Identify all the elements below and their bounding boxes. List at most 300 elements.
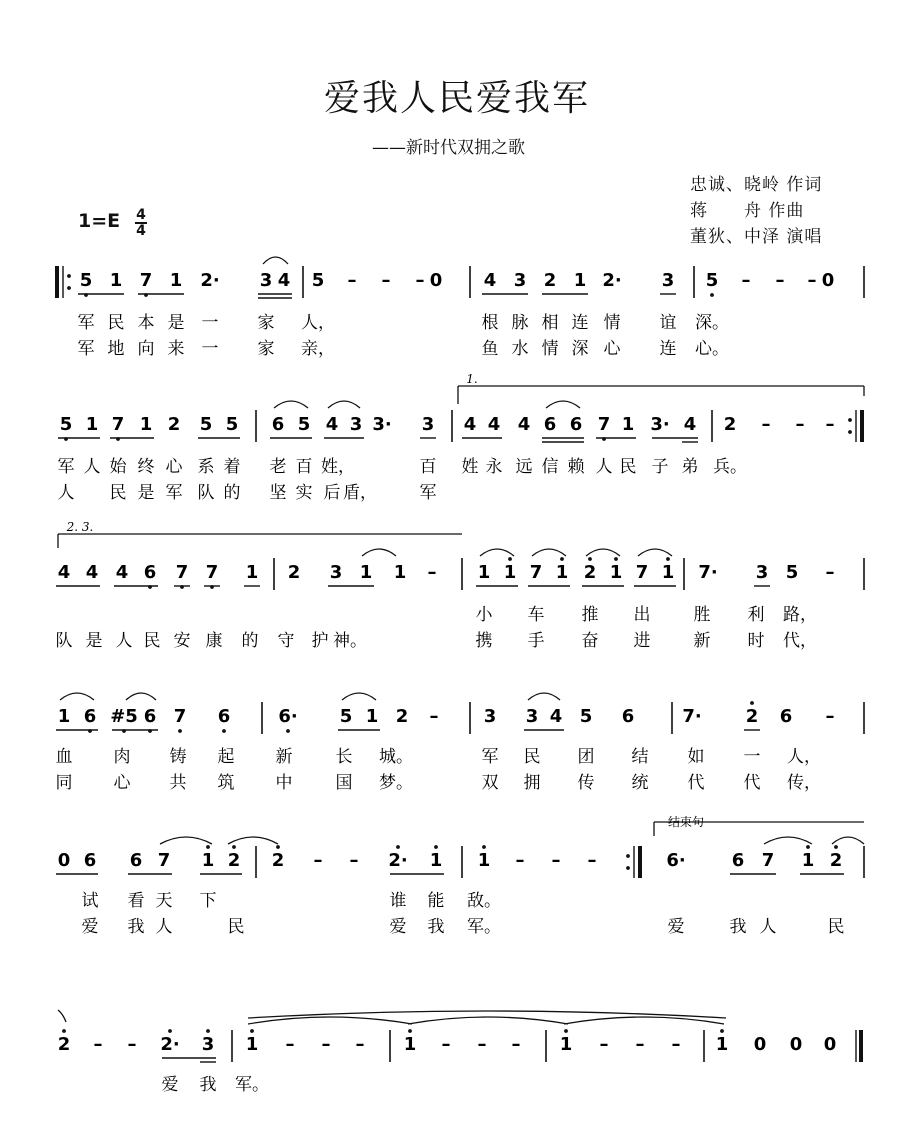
lyric: 是 bbox=[137, 483, 155, 503]
lyric: 推 bbox=[581, 605, 599, 625]
note: 7 bbox=[175, 562, 189, 583]
lyricist-credit: 忠诚、晓岭 作词 bbox=[690, 175, 823, 195]
lyric: 民 bbox=[109, 483, 127, 503]
lyric: 向 bbox=[137, 339, 155, 359]
note: 5 bbox=[785, 562, 799, 583]
note: 5 bbox=[225, 414, 239, 435]
lyric: 血 bbox=[55, 747, 73, 767]
repeat-dot bbox=[848, 430, 852, 434]
high-octave-dot bbox=[508, 557, 512, 561]
slur bbox=[328, 401, 360, 408]
lyric: 实 bbox=[295, 483, 313, 503]
lyric: 梦。 bbox=[379, 773, 413, 793]
note: 0 bbox=[789, 1034, 803, 1055]
note: 1 bbox=[715, 1034, 729, 1055]
high-octave-dot bbox=[434, 845, 438, 849]
lyric: 传， bbox=[787, 773, 821, 793]
lyric: 民 bbox=[143, 631, 161, 651]
note: 2 bbox=[543, 270, 557, 291]
lyric: 兵。 bbox=[713, 457, 747, 477]
note: 1 bbox=[57, 706, 71, 727]
lyric: 姓 bbox=[461, 457, 479, 477]
lyric: 车 bbox=[527, 605, 545, 625]
repeat-dot bbox=[626, 866, 630, 870]
volta-2-label: 2. 3. bbox=[66, 520, 94, 534]
lyric: 试 bbox=[81, 891, 99, 911]
note: 3 bbox=[421, 414, 435, 435]
time-signature-top: 4 bbox=[136, 207, 146, 223]
lyric: 心 bbox=[603, 339, 621, 359]
note: 1 bbox=[359, 562, 373, 583]
lyric: 谁 bbox=[389, 891, 407, 911]
lyric: 进 bbox=[633, 631, 651, 651]
lyric: 民 bbox=[107, 313, 125, 333]
lyric: 我 bbox=[127, 917, 145, 937]
note: 2 bbox=[583, 562, 597, 583]
note: 3 bbox=[349, 414, 363, 435]
lyric: 始 bbox=[109, 457, 127, 477]
lyric: 系 bbox=[197, 457, 215, 477]
lyric: 城。 bbox=[379, 747, 413, 767]
lyric: 我 bbox=[427, 917, 445, 937]
note: 5 bbox=[311, 270, 325, 291]
note: 2· bbox=[200, 270, 220, 291]
note: 2· bbox=[160, 1034, 180, 1055]
note: 4 bbox=[325, 414, 339, 435]
slur bbox=[274, 401, 308, 408]
lyric: 队 bbox=[55, 631, 73, 651]
note: 0 bbox=[429, 270, 443, 291]
note: – bbox=[321, 1034, 331, 1055]
time-signature-bottom: 4 bbox=[136, 223, 146, 239]
note: – bbox=[355, 1034, 365, 1055]
slur bbox=[764, 837, 812, 844]
lyric: 铸 bbox=[169, 747, 187, 767]
lyric: 我 bbox=[199, 1075, 217, 1095]
note: 4 bbox=[683, 414, 697, 435]
note: 5 bbox=[297, 414, 311, 435]
high-octave-dot bbox=[232, 845, 236, 849]
note: 1 bbox=[573, 270, 587, 291]
note: – bbox=[825, 562, 835, 583]
lyric: 本 bbox=[137, 313, 155, 333]
note: 0 bbox=[57, 850, 71, 871]
note: 1 bbox=[661, 562, 675, 583]
lyric: 赖 bbox=[567, 457, 585, 477]
note: – bbox=[775, 270, 785, 291]
low-octave-dot bbox=[222, 729, 226, 733]
repeat-dot bbox=[67, 274, 71, 278]
lyric: 人 bbox=[595, 457, 613, 477]
note: 7 bbox=[205, 562, 219, 583]
note: 7 bbox=[635, 562, 649, 583]
volta-1-label: 1. bbox=[466, 372, 478, 386]
note: 3· bbox=[372, 414, 392, 435]
lyric: 护 bbox=[311, 631, 329, 651]
note: 2 bbox=[723, 414, 737, 435]
lyric: 人 bbox=[115, 631, 133, 651]
lyric: 脉 bbox=[511, 313, 529, 333]
lyric: 国 bbox=[335, 773, 353, 793]
lyric: 着 bbox=[223, 457, 241, 477]
note: – bbox=[381, 270, 391, 291]
lyric: 结 bbox=[631, 747, 649, 767]
high-octave-dot bbox=[614, 557, 618, 561]
note: 7 bbox=[597, 414, 611, 435]
note: 6 bbox=[779, 706, 793, 727]
lyric: 携 bbox=[475, 631, 493, 651]
score-body bbox=[56, 257, 865, 1095]
note: 6 bbox=[621, 706, 635, 727]
lyric: 代 bbox=[687, 773, 705, 793]
note: – bbox=[285, 1034, 295, 1055]
slur bbox=[228, 837, 278, 844]
note: 1 bbox=[201, 850, 215, 871]
lyric: 爱 bbox=[161, 1075, 179, 1095]
note: 5 bbox=[579, 706, 593, 727]
lyric: 团 bbox=[577, 747, 595, 767]
slur bbox=[362, 549, 396, 556]
lyric: 是 bbox=[85, 631, 103, 651]
lyric: 子 bbox=[651, 457, 669, 477]
note: 3 bbox=[755, 562, 769, 583]
note: 1 bbox=[245, 1034, 259, 1055]
lyric: 如 bbox=[687, 747, 705, 767]
lyric: 民 bbox=[619, 457, 637, 477]
lyric: 老 bbox=[269, 457, 287, 477]
note: 5 bbox=[199, 414, 213, 435]
note: 1 bbox=[393, 562, 407, 583]
lyric: 同 bbox=[55, 773, 73, 793]
lyric: 根 bbox=[481, 313, 499, 333]
repeat-dot bbox=[67, 286, 71, 290]
high-octave-dot bbox=[408, 1029, 412, 1033]
note: 6 bbox=[143, 706, 157, 727]
note: 6 bbox=[83, 850, 97, 871]
note: 1 bbox=[245, 562, 259, 583]
note: – bbox=[635, 1034, 645, 1055]
lyric: 家 bbox=[257, 339, 275, 359]
lyric: 代 bbox=[743, 773, 761, 793]
high-octave-dot bbox=[482, 845, 486, 849]
lyric: 民 bbox=[227, 917, 245, 937]
note: 6 bbox=[271, 414, 285, 435]
note: 7 bbox=[173, 706, 187, 727]
lyric: 神。 bbox=[333, 631, 367, 651]
note: 3 bbox=[483, 706, 497, 727]
note: 5 bbox=[705, 270, 719, 291]
note: 7 bbox=[761, 850, 775, 871]
note: – bbox=[761, 414, 771, 435]
slur bbox=[160, 837, 212, 844]
lyric: 统 bbox=[631, 773, 649, 793]
note: – bbox=[587, 850, 597, 871]
lyric: 军。 bbox=[235, 1075, 269, 1095]
note: 6 bbox=[731, 850, 745, 871]
note: – bbox=[441, 1034, 451, 1055]
note: 2 bbox=[167, 414, 181, 435]
lyric: 终 bbox=[137, 457, 155, 477]
lyric: 军 bbox=[57, 457, 75, 477]
repeat-dot bbox=[848, 418, 852, 422]
song-subtitle: ——新时代双拥之歌 bbox=[372, 138, 525, 158]
note: 0 bbox=[823, 1034, 837, 1055]
note: 4 bbox=[549, 706, 563, 727]
note: – bbox=[807, 270, 817, 291]
lyric: 出 bbox=[633, 605, 651, 625]
note: 7 bbox=[529, 562, 543, 583]
tie-from-previous bbox=[58, 1010, 66, 1022]
note: 6 bbox=[217, 706, 231, 727]
note: – bbox=[795, 414, 805, 435]
lyric: 一 bbox=[201, 313, 219, 333]
lyric: 的 bbox=[241, 631, 259, 651]
lyric: 胜 bbox=[693, 605, 711, 625]
slur bbox=[638, 549, 672, 556]
note: 3 bbox=[201, 1034, 215, 1055]
lyric: 双 bbox=[481, 773, 499, 793]
lyric: 水 bbox=[511, 339, 529, 359]
lyric: 小 bbox=[475, 605, 493, 625]
lyric: 后 bbox=[323, 483, 341, 503]
slur bbox=[528, 693, 560, 700]
note: 6 bbox=[129, 850, 143, 871]
lyric: 谊 bbox=[659, 313, 677, 333]
note: 2 bbox=[271, 850, 285, 871]
note: – bbox=[429, 706, 439, 727]
note: – bbox=[93, 1034, 103, 1055]
low-octave-dot bbox=[286, 729, 290, 733]
lyric: 百 bbox=[419, 457, 437, 477]
note: 3 bbox=[661, 270, 675, 291]
note: – bbox=[313, 850, 323, 871]
high-octave-dot bbox=[806, 845, 810, 849]
note: 1 bbox=[555, 562, 569, 583]
note: 1 bbox=[801, 850, 815, 871]
note: 4 bbox=[115, 562, 129, 583]
lyric: 深 bbox=[571, 339, 589, 359]
lyric: 心。 bbox=[695, 339, 729, 359]
slur bbox=[480, 549, 514, 556]
lyric: 军 bbox=[77, 339, 95, 359]
high-octave-dot bbox=[62, 1029, 66, 1033]
note: 6 bbox=[83, 706, 97, 727]
lyric: 人 bbox=[57, 483, 75, 503]
song-title: 爱我人民爱我军 bbox=[323, 78, 590, 119]
note: #5 bbox=[110, 706, 138, 727]
note: 6· bbox=[278, 706, 298, 727]
lyric: 情 bbox=[541, 339, 559, 359]
lyric: 人， bbox=[301, 313, 335, 333]
tie bbox=[248, 1017, 412, 1024]
note: 2 bbox=[745, 706, 759, 727]
lyric: 人 bbox=[155, 917, 173, 937]
high-octave-dot bbox=[720, 1029, 724, 1033]
note: 4 bbox=[487, 414, 501, 435]
key-signature: 1=E bbox=[78, 210, 121, 232]
lyric: 传 bbox=[577, 773, 595, 793]
note: 5 bbox=[339, 706, 353, 727]
performer-credit: 董狄、中泽 演唱 bbox=[690, 227, 823, 247]
note: – bbox=[825, 414, 835, 435]
note: 2· bbox=[602, 270, 622, 291]
lyric: 亲， bbox=[301, 339, 335, 359]
note: 2· bbox=[388, 850, 408, 871]
high-octave-dot bbox=[396, 845, 400, 849]
lyric: 下 bbox=[199, 891, 217, 911]
lyric: 筑 bbox=[217, 773, 235, 793]
note: – bbox=[511, 1034, 521, 1055]
note: 6 bbox=[543, 414, 557, 435]
lyric: 起 bbox=[217, 747, 235, 767]
composer-credit: 蒋 舟 作曲 bbox=[690, 201, 805, 221]
note: – bbox=[671, 1034, 681, 1055]
note: 3 bbox=[525, 706, 539, 727]
note: 7 bbox=[111, 414, 125, 435]
lyric: 代， bbox=[783, 631, 817, 651]
lyric: 信 bbox=[541, 457, 559, 477]
note: 1 bbox=[609, 562, 623, 583]
lyric: 康 bbox=[205, 631, 223, 651]
lyric: 新 bbox=[693, 631, 711, 651]
note: – bbox=[415, 270, 425, 291]
low-octave-dot bbox=[178, 729, 182, 733]
lyric: 永 bbox=[485, 457, 503, 477]
note: 3· bbox=[650, 414, 670, 435]
note: 6· bbox=[666, 850, 686, 871]
lyric: 一 bbox=[201, 339, 219, 359]
lyric: 民 bbox=[523, 747, 541, 767]
lyric: 来 bbox=[167, 339, 185, 359]
note: 0 bbox=[753, 1034, 767, 1055]
lyric: 弟 bbox=[681, 457, 699, 477]
lyric: 家 bbox=[257, 313, 275, 333]
note: 5 bbox=[79, 270, 93, 291]
note: – bbox=[477, 1034, 487, 1055]
lyric: 队 bbox=[197, 483, 215, 503]
note: 4 bbox=[277, 270, 291, 291]
lyric: 人， bbox=[787, 747, 821, 767]
note: 4 bbox=[85, 562, 99, 583]
lyric: 人 bbox=[759, 917, 777, 937]
high-octave-dot bbox=[276, 845, 280, 849]
lyric: 人 bbox=[83, 457, 101, 477]
lyric: 守 bbox=[277, 631, 295, 651]
high-octave-dot bbox=[206, 845, 210, 849]
lyric: 心 bbox=[165, 457, 183, 477]
high-octave-dot bbox=[588, 557, 592, 561]
note: 3 bbox=[259, 270, 273, 291]
slur bbox=[342, 693, 376, 700]
note: 1 bbox=[139, 414, 153, 435]
lyric: 鱼 bbox=[481, 339, 499, 359]
slur bbox=[263, 257, 288, 264]
lyric: 军 bbox=[77, 313, 95, 333]
lyric: 是 bbox=[167, 313, 185, 333]
lyric: 时 bbox=[747, 631, 765, 651]
note: 2 bbox=[227, 850, 241, 871]
lyric: 盾， bbox=[343, 483, 377, 503]
note: 1 bbox=[169, 270, 183, 291]
lyric: 军 bbox=[481, 747, 499, 767]
lyric: 敌。 bbox=[467, 891, 501, 911]
slur bbox=[586, 549, 620, 556]
note: – bbox=[825, 706, 835, 727]
tie bbox=[564, 1017, 724, 1024]
note: 4 bbox=[517, 414, 531, 435]
note: 7· bbox=[682, 706, 702, 727]
note: – bbox=[515, 850, 525, 871]
note: – bbox=[349, 850, 359, 871]
lyric: 民 bbox=[827, 917, 845, 937]
slur bbox=[832, 837, 864, 844]
note: 1 bbox=[621, 414, 635, 435]
note: 2 bbox=[57, 1034, 71, 1055]
note: 1 bbox=[429, 850, 443, 871]
slur bbox=[546, 401, 580, 408]
note: 1 bbox=[477, 562, 491, 583]
note: 2 bbox=[287, 562, 301, 583]
note: 6 bbox=[569, 414, 583, 435]
note: 7· bbox=[698, 562, 718, 583]
note: 7 bbox=[157, 850, 171, 871]
slur bbox=[126, 693, 156, 700]
lyric: 军 bbox=[419, 483, 437, 503]
lyric: 情 bbox=[603, 313, 621, 333]
lyric: 肉 bbox=[113, 747, 131, 767]
lyric: 爱 bbox=[389, 917, 407, 937]
note: 4 bbox=[463, 414, 477, 435]
lyric: 共 bbox=[169, 773, 187, 793]
lyric: 深。 bbox=[695, 313, 729, 333]
note: 1 bbox=[85, 414, 99, 435]
lyric: 利 bbox=[747, 605, 765, 625]
note: 5 bbox=[59, 414, 73, 435]
low-octave-dot bbox=[710, 293, 714, 297]
note: – bbox=[741, 270, 751, 291]
lyric: 长 bbox=[335, 747, 353, 767]
note: 4 bbox=[483, 270, 497, 291]
note: – bbox=[427, 562, 437, 583]
note: 3 bbox=[329, 562, 343, 583]
lyric: 我 bbox=[729, 917, 747, 937]
note: – bbox=[551, 850, 561, 871]
note: – bbox=[599, 1034, 609, 1055]
lyric: 军。 bbox=[467, 917, 501, 937]
note: 1 bbox=[559, 1034, 573, 1055]
lyric: 军 bbox=[165, 483, 183, 503]
lyric: 一 bbox=[743, 747, 761, 767]
lyric: 天 bbox=[155, 891, 173, 911]
high-octave-dot bbox=[560, 557, 564, 561]
lyric: 拥 bbox=[523, 773, 541, 793]
lyric: 坚 bbox=[269, 483, 287, 503]
lyric: 安 bbox=[173, 631, 191, 651]
lyric: 地 bbox=[107, 339, 125, 359]
high-octave-dot bbox=[834, 845, 838, 849]
note: – bbox=[127, 1034, 137, 1055]
slur bbox=[60, 693, 94, 700]
lyric: 心 bbox=[113, 773, 131, 793]
note: 1 bbox=[477, 850, 491, 871]
lyric: 百 bbox=[295, 457, 313, 477]
lyric: 姓， bbox=[321, 457, 355, 477]
lyric: 的 bbox=[223, 483, 241, 503]
note: 1 bbox=[109, 270, 123, 291]
lyric: 中 bbox=[275, 773, 293, 793]
high-octave-dot bbox=[168, 1029, 172, 1033]
high-octave-dot bbox=[250, 1029, 254, 1033]
